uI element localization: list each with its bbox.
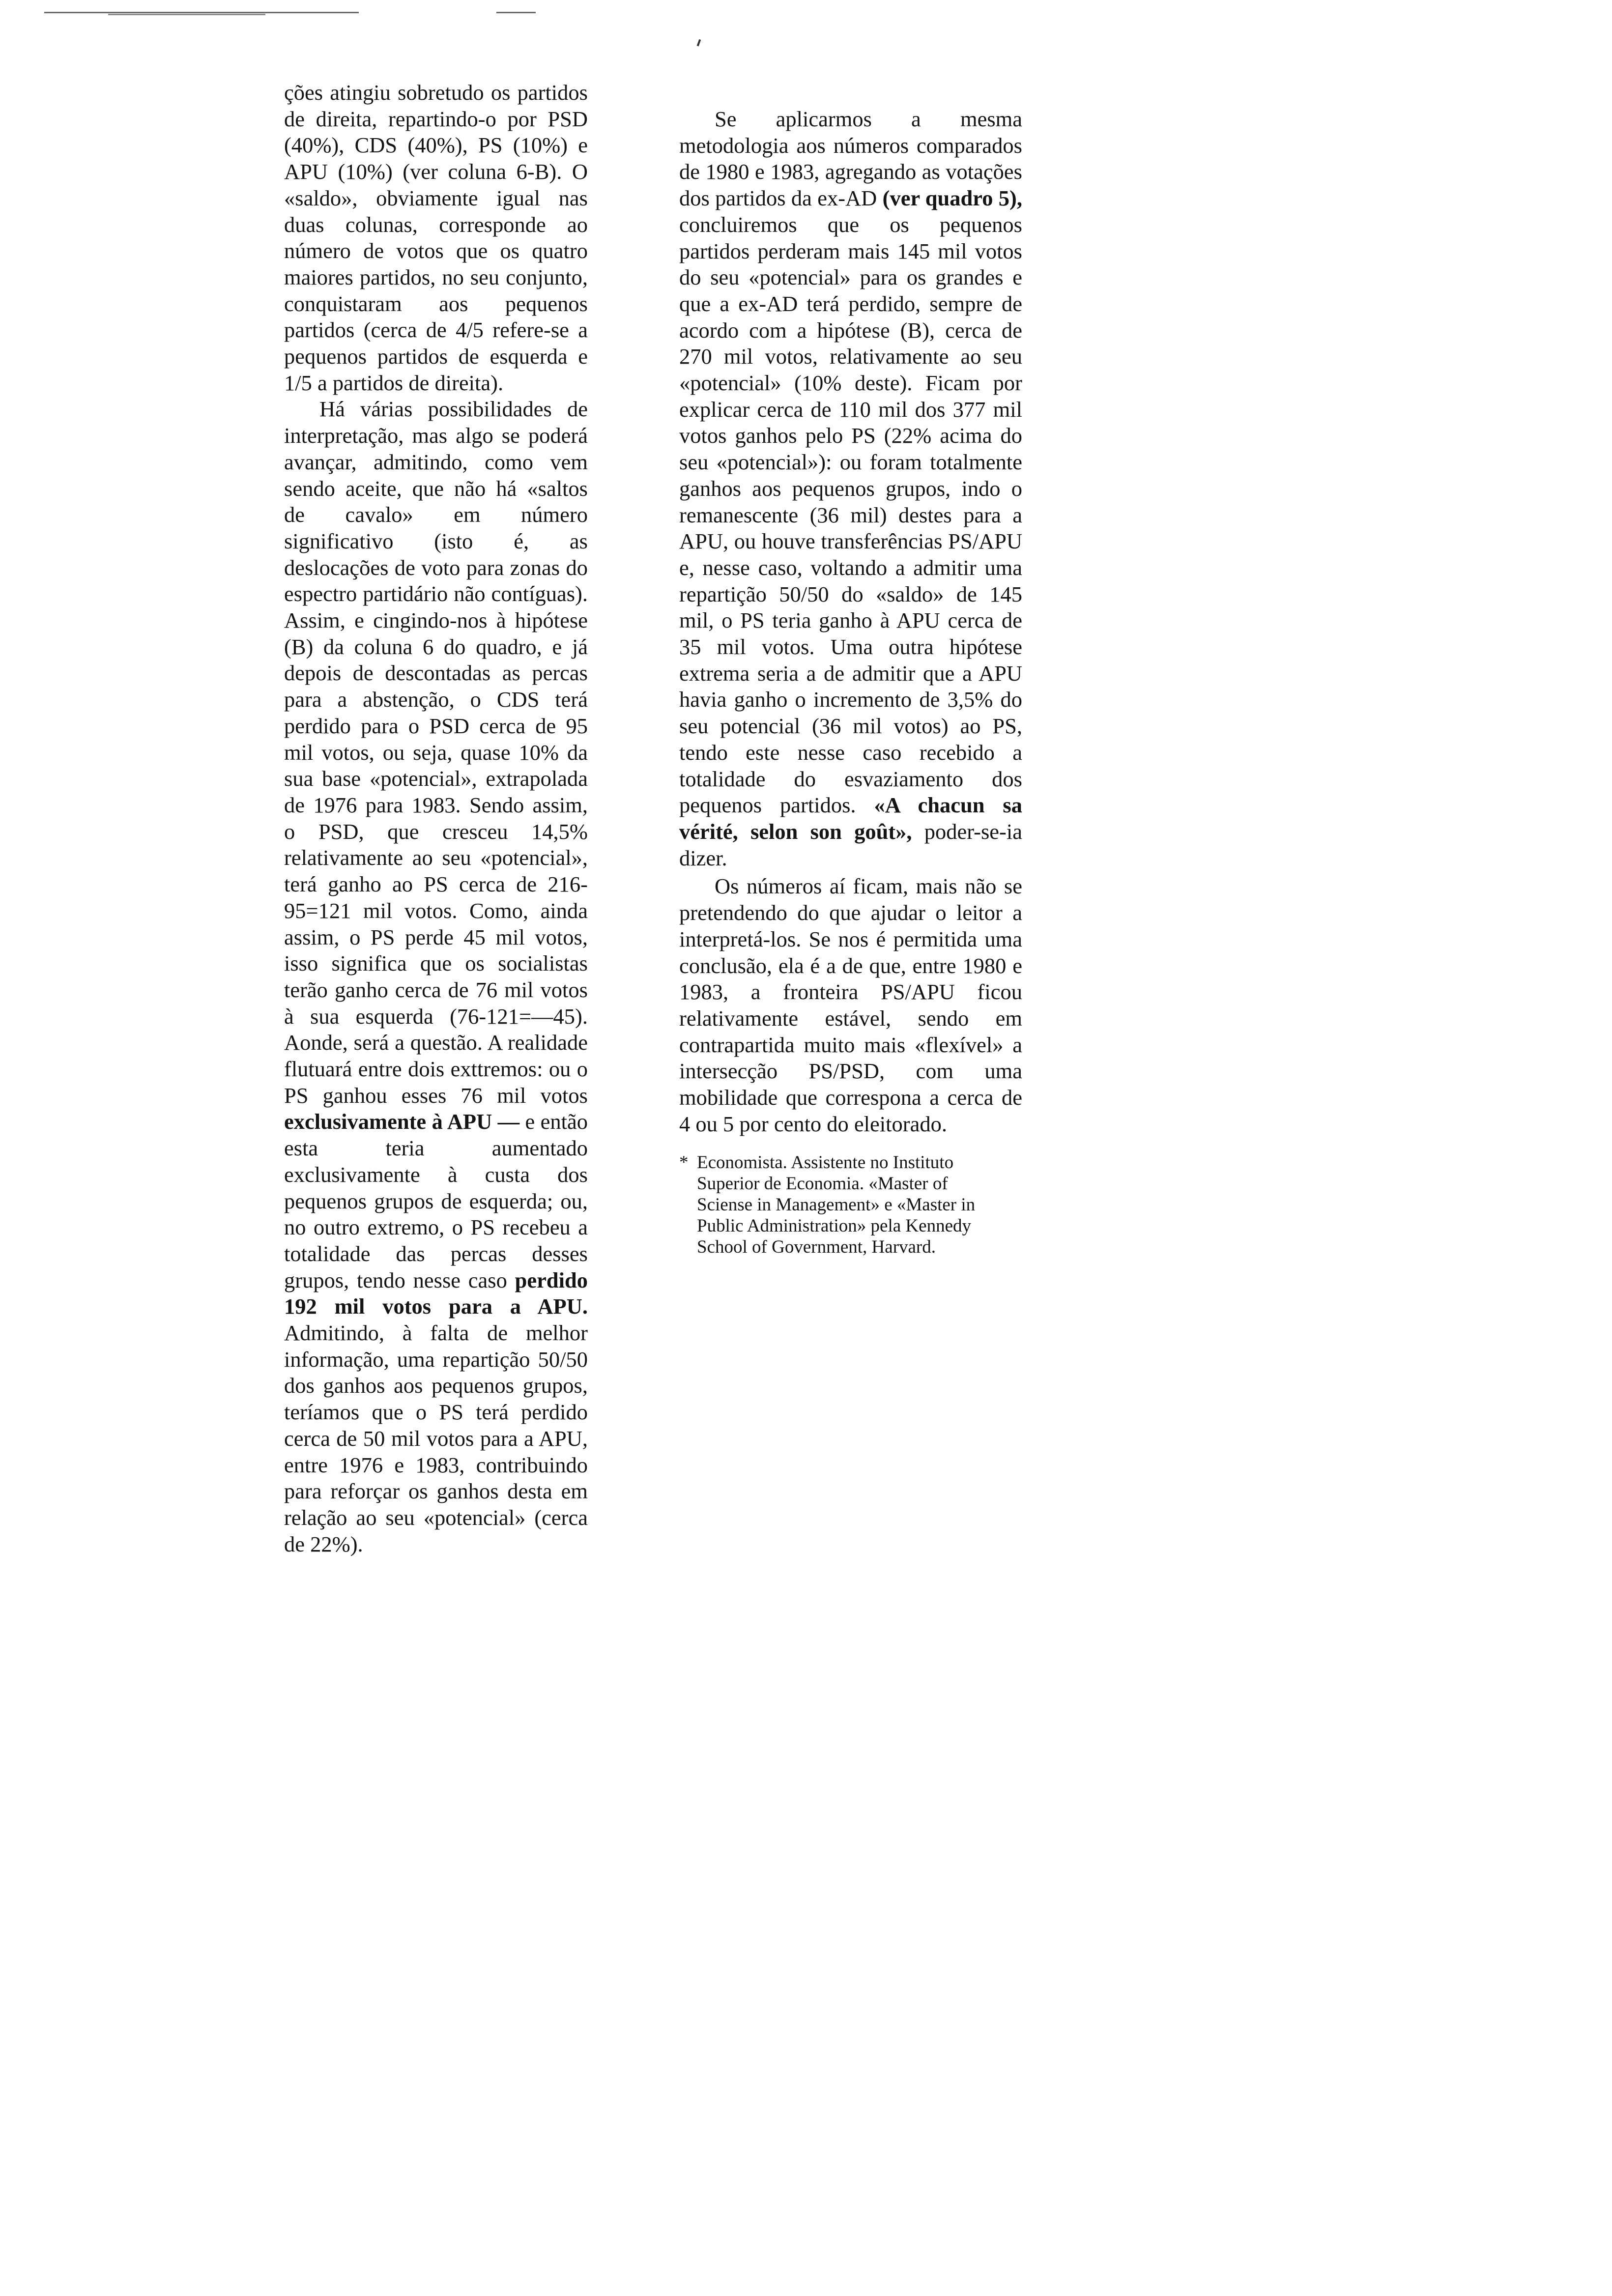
paragraph-text: Os números aí ficam, mais não se pretendendo do que ajudar o leitor a interpretá-los. Se nos é permitida uma conclusão, ela é a de que, entre 1980 e 1983, a fronteira PS/APU ficou relativamente estável, sendo em contrapartida muito mais «flexível» a intersecção PS/PSD, com uma mobilidade que correspona a cerca de 4 ou 5 por cento do eleitorado. [679,874,1022,1136]
bold-phrase: exclusivamente à APU — [284,1109,520,1134]
paragraph [284,396,588,1557]
paragraph-text: e então esta teria aumentado exclusivamente à custa dos pequenos grupos de esquerda; ou, no outro extremo, o PS recebeu a totalidade das percas desses grupos, tendo nesse caso [284,1109,588,1292]
paragraph-text: Se aplicarmos a mesma metodologia aos números comparados de 1980 e 1983, agregando as votações dos partidos da ex-AD [679,107,1022,211]
bold-phrase: (ver quadro 5), [882,186,1022,211]
footnote-marker: * [679,1152,689,1173]
paragraph-text: ções atingiu sobretudo os partidos de direita, repartindo-o por PSD (40%), CDS (40%), PS (10%) e APU (10%) (ver coluna 6-B). O «saldo», obviamente igual nas duas colunas, corresponde ao número de votos que os quatro maiores partidos, no seu conjunto, conquistaram aos pequenos partidos (cerca de 4/5 refere-se a pequenos partidos de esquerda e 1/5 a partidos de direita). [284,80,588,395]
article-column-left [284,80,588,1557]
article-column-right [679,106,1022,1258]
bold-phrase: perdido 192 mil votos para a APU. [284,1267,588,1319]
paragraph [679,873,1022,1137]
bold-phrase: «A chacun sa vérité, selon son goût», [679,793,1022,844]
scan-speck [697,39,701,47]
scan-edge-line [44,12,359,13]
author-footnote [679,1152,992,1258]
paragraph [284,80,588,396]
scan-edge-line [496,12,536,13]
scan-edge-line [108,14,265,15]
paragraph-text: concluiremos que os pequenos partidos perderam mais 145 mil votos do seu «potencial» para os grandes e que a ex-AD terá perdido, sempre de acordo com a hipótese (B), cerca de 270 mil votos, relativamente ao seu «potencial» (10% deste). Ficam por explicar cerca de 110 mil dos 377 mil votos ganhos pelo PS (22% acima do seu «potencial»): ou foram totalmente ganhos aos pequenos grupos, indo o remanescente (36 mil) destes para a APU, ou houve transferências PS/APU e, nesse caso, voltando a admitir uma repartição 50/50 do «saldo» de 145 mil, o PS teria ganho à APU cerca de 35 mil votos. Uma outra hipótese extrema seria a de admitir que a APU havia ganho o incremento de 3,5% do seu potencial (36 mil votos) ao PS, tendo este nesse caso recebido a totalidade do esvaziamento dos pequenos partidos. [679,212,1022,818]
paragraph-text: Há várias possibilidades de interpretação, mas algo se poderá avançar, admitindo, como vem sendo aceite, que não há «saltos de cavalo» em número significativo (isto é, as deslocações de voto para zonas do espectro partidário não contíguas). Assim, e cingindo-nos à hipótese (B) da coluna 6 do quadro, e já depois de descontadas as percas para a abstenção, o CDS terá perdido para o PSD cerca de 95 mil votos, ou seja, quase 10% da sua base «potencial», extrapolada de 1976 para 1983. Sendo assim, o PSD, que cresceu 14,5% relativamente ao seu «potencial», terá ganho ao PS cerca de 216-95=121 mil votos. Como, ainda assim, o PS perde 45 mil votos, isso significa que os socialistas terão ganho cerca de 76 mil votos à sua esquerda (76-121=—45). Aonde, será a questão. A realidade flutuará entre dois exttremos: ou o PS ganhou esses 76 mil votos [284,397,588,1108]
footnote-text: Economista. Assistente no Instituto Superior de Economia. «Master of Sciense in Management» e «Master in Public Administration» pela Kennedy School of Government, Harvard. [697,1152,976,1258]
paragraph-text: poder-se-ia dizer. [679,819,1022,870]
paragraph [679,106,1022,871]
paragraph-text: Admitindo, à falta de melhor informação, uma repartição 50/50 dos ganhos aos pequenos grupos, teríamos que o PS terá perdido cerca de 50 mil votos para a APU, entre 1976 e 1983, contribuindo para reforçar os ganhos desta em relação ao seu «potencial» (cerca de 22%). [284,1320,588,1556]
